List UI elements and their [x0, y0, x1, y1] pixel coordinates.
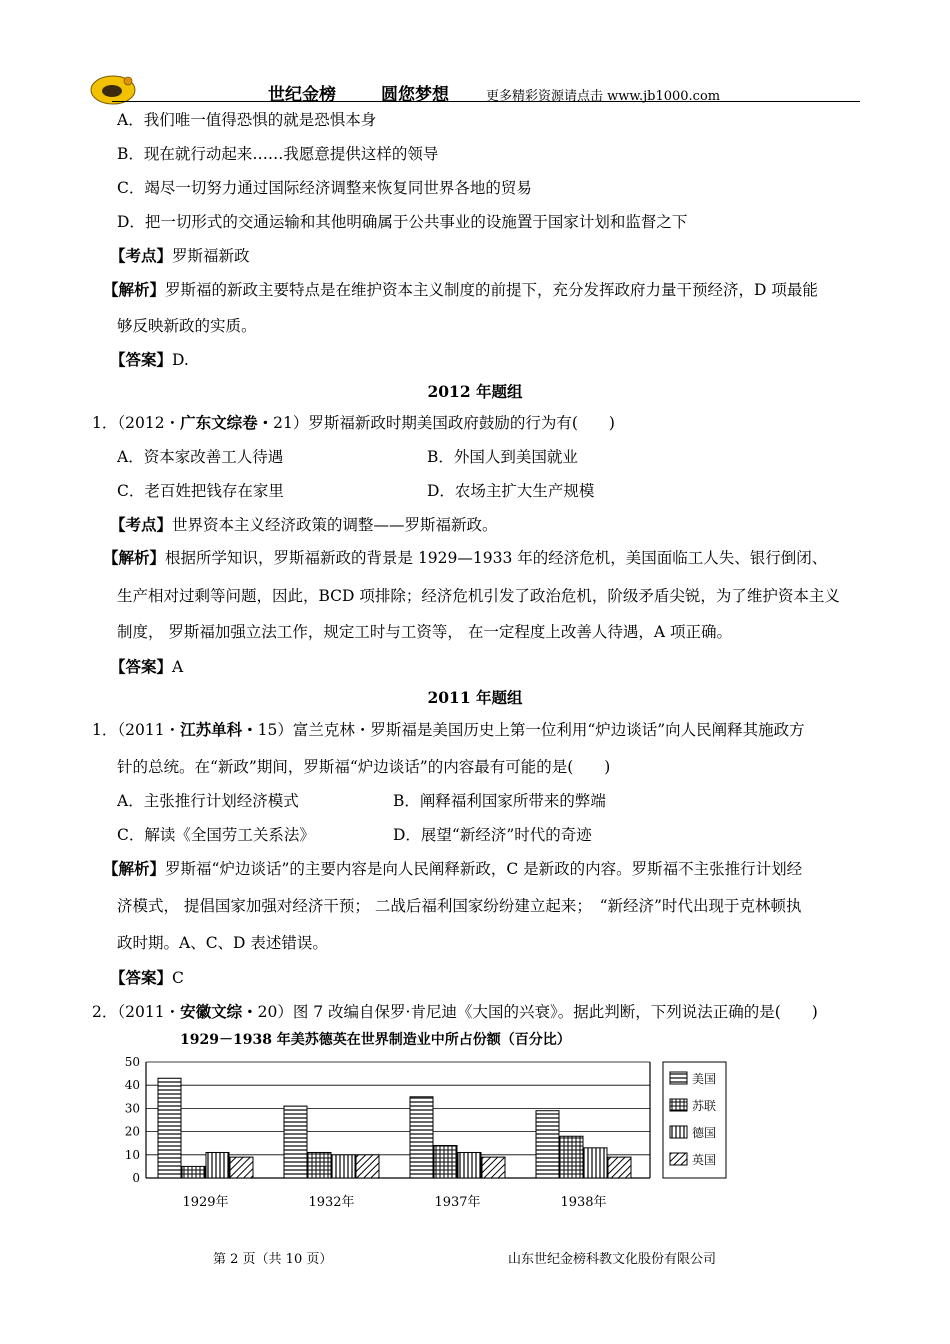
y-tick-label: 20	[124, 1124, 140, 1139]
y-tick-label: 50	[124, 1055, 140, 1069]
option-b: B．阐释福利国家所带来的弊端	[393, 792, 606, 810]
question-2011-2	[92, 1000, 818, 1022]
question-text: 15）富兰克林・罗斯福是美国历史上第一位利用“炉边谈话”向人民阐释其施政方	[257, 721, 805, 739]
y-tick-label: 10	[124, 1147, 140, 1162]
header-slogan-right: 圆您梦想	[381, 85, 449, 105]
daan-text: D.	[172, 351, 189, 369]
header-more-link[interactable]: 更多精彩资源请点击 www.jb1000.com	[486, 89, 721, 104]
bar-苏联-1937年	[434, 1146, 457, 1178]
legend-label: 英国	[692, 1153, 717, 1167]
legend-label: 苏联	[692, 1099, 717, 1113]
kaodian-line	[110, 244, 250, 266]
bar-英国-1937年	[482, 1157, 505, 1178]
question-number: 1．	[92, 721, 118, 739]
bar-美国-1932年	[284, 1106, 307, 1178]
kaodian-line	[110, 513, 498, 535]
bar-苏联-1938年	[560, 1136, 583, 1178]
chart-title: 1929－1938 年美苏德英在世界制造业中所占份额（百分比）	[180, 1032, 571, 1048]
bar-德国-1932年	[332, 1155, 355, 1178]
bar-英国-1932年	[356, 1155, 379, 1178]
question-source: 安徽文综・	[180, 1002, 258, 1021]
kaodian-text: 罗斯福新政	[172, 247, 250, 265]
jiexi-line-3: 制度， 罗斯福加强立法工作，规定工时与工资等， 在一定程度上改善人待遇，A 项正确。	[117, 623, 732, 641]
bar-苏联-1929年	[182, 1166, 205, 1178]
bar-美国-1929年	[158, 1078, 181, 1178]
option-a: A．资本家改善工人待遇	[117, 448, 284, 466]
bar-德国-1938年	[584, 1148, 607, 1178]
jiexi-line-1	[103, 857, 802, 879]
bar-苏联-1932年	[308, 1152, 331, 1178]
x-tick-label: 1937年	[434, 1195, 481, 1210]
bar-美国-1937年	[410, 1097, 433, 1178]
option-d: D．展望“新经济”时代的奇迹	[393, 826, 592, 844]
bar-美国-1938年	[536, 1111, 559, 1178]
manufacturing-share-chart	[110, 1028, 740, 1220]
bar-德国-1929年	[206, 1152, 229, 1178]
option-c: C．解读《全国劳工关系法》	[117, 826, 315, 844]
question-text: 20）图 7 改编自保罗·肯尼迪《大国的兴衰》。据此判断，下列说法正确的是( )	[257, 1003, 818, 1021]
legend-swatch	[670, 1153, 687, 1165]
question-text: 21）罗斯福新政时期美国政府鼓励的行为有( )	[273, 414, 615, 432]
jiexi-line-2: 济模式， 提倡国家加强对经济干预； 二战后福利国家纷纷建立起来； “新经济”时代出现于克林顿执	[117, 897, 802, 915]
x-tick-label: 1938年	[560, 1195, 607, 1210]
daan-tag: 【答案】	[110, 657, 173, 676]
jiexi-tag: 【解析】	[103, 859, 166, 878]
legend-swatch	[670, 1126, 687, 1138]
jiexi-line-3: 政时期。A、C、D 表述错误。	[117, 934, 328, 952]
option-a: A．主张推行计划经济模式	[117, 792, 299, 810]
daan-text: C	[172, 969, 184, 987]
question-2011-1-line-1	[92, 718, 805, 740]
daan-tag: 【答案】	[110, 350, 173, 369]
question-number: 2．	[92, 1003, 118, 1021]
daan-tag: 【答案】	[110, 968, 173, 987]
option-b: B．外国人到美国就业	[427, 448, 578, 466]
jiexi-line-1	[103, 546, 827, 568]
question-number: 1．	[92, 414, 118, 432]
kaodian-tag: 【考点】	[110, 246, 173, 265]
legend-label: 美国	[692, 1072, 717, 1086]
option-a: A．我们唯一值得恐惧的就是恐惧本身	[117, 111, 377, 129]
bar-英国-1929年	[230, 1157, 253, 1178]
jiexi-line-2: 生产相对过剩等问题，因此，BCD 项排除；经济危机引发了政治危机，阶级矛盾尖锐，为了维护资本主义	[117, 587, 840, 605]
jiexi-line-1	[103, 278, 818, 300]
kaodian-tag: 【考点】	[110, 515, 173, 534]
bar-英国-1938年	[608, 1157, 631, 1178]
page-number: 第 2 页（共 10 页）	[213, 1252, 333, 1267]
header-rule	[112, 101, 860, 102]
x-tick-label: 1929年	[182, 1195, 229, 1210]
x-tick-label: 1932年	[308, 1195, 355, 1210]
daan-line	[110, 655, 183, 677]
option-c: C．竭尽一切努力通过国际经济调整来恢复同世界各地的贸易	[117, 179, 532, 197]
footer-company: 山东世纪金榜科教文化股份有限公司	[508, 1252, 717, 1267]
question-source-year: （2011・	[117, 721, 181, 739]
daan-line	[110, 966, 184, 988]
section-title-2011: 2011 年题组	[427, 688, 523, 707]
option-d: D．把一切形式的交通运输和其他明确属于公共事业的设施置于国家计划和监督之下	[117, 213, 688, 231]
question-source-year: （2012・	[117, 414, 181, 432]
question-2011-1-line-2: 针的总统。在“新政”期间，罗斯福“炉边谈话”的内容最有可能的是( )	[117, 758, 611, 776]
jiexi-tag: 【解析】	[103, 548, 166, 567]
option-b: B．现在就行动起来……我愿意提供这样的领导	[117, 145, 439, 163]
y-tick-label: 0	[132, 1171, 140, 1185]
y-tick-label: 30	[124, 1101, 140, 1116]
legend-swatch	[670, 1099, 687, 1111]
jiexi-text: 罗斯福“炉边谈话”的主要内容是向人民阐释新政，C 是新政的内容。罗斯福不主张推行计划经	[165, 860, 803, 878]
daan-text: A	[172, 658, 184, 676]
question-source: 广东文综卷・	[180, 413, 274, 432]
legend-swatch	[670, 1072, 687, 1084]
question-source-year: （2011・	[117, 1003, 181, 1021]
kaodian-text: 世界资本主义经济政策的调整——罗斯福新政。	[172, 516, 498, 534]
jiexi-tag: 【解析】	[103, 280, 166, 299]
option-d: D．农场主扩大生产规模	[427, 482, 595, 500]
y-tick-label: 40	[124, 1078, 140, 1093]
jiexi-text: 罗斯福的新政主要特点是在维护资本主义制度的前提下，充分发挥政府力量干预经济，D 项最能	[165, 281, 818, 299]
daan-line	[110, 348, 189, 370]
question-2012-1	[92, 411, 615, 433]
jiexi-line-2: 够反映新政的实质。	[117, 317, 257, 335]
legend-label: 德国	[692, 1126, 717, 1140]
question-source: 江苏单科・	[180, 720, 258, 739]
bar-德国-1937年	[458, 1152, 481, 1178]
header-slogan-left: 世纪金榜	[268, 85, 336, 105]
option-c: C．老百姓把钱存在家里	[117, 482, 284, 500]
jiexi-text: 根据所学知识，罗斯福新政的背景是 1929—1933 年的经济危机，美国面临工人失、银行倒闭、	[165, 549, 828, 567]
section-title-2012: 2012 年题组	[427, 382, 523, 401]
